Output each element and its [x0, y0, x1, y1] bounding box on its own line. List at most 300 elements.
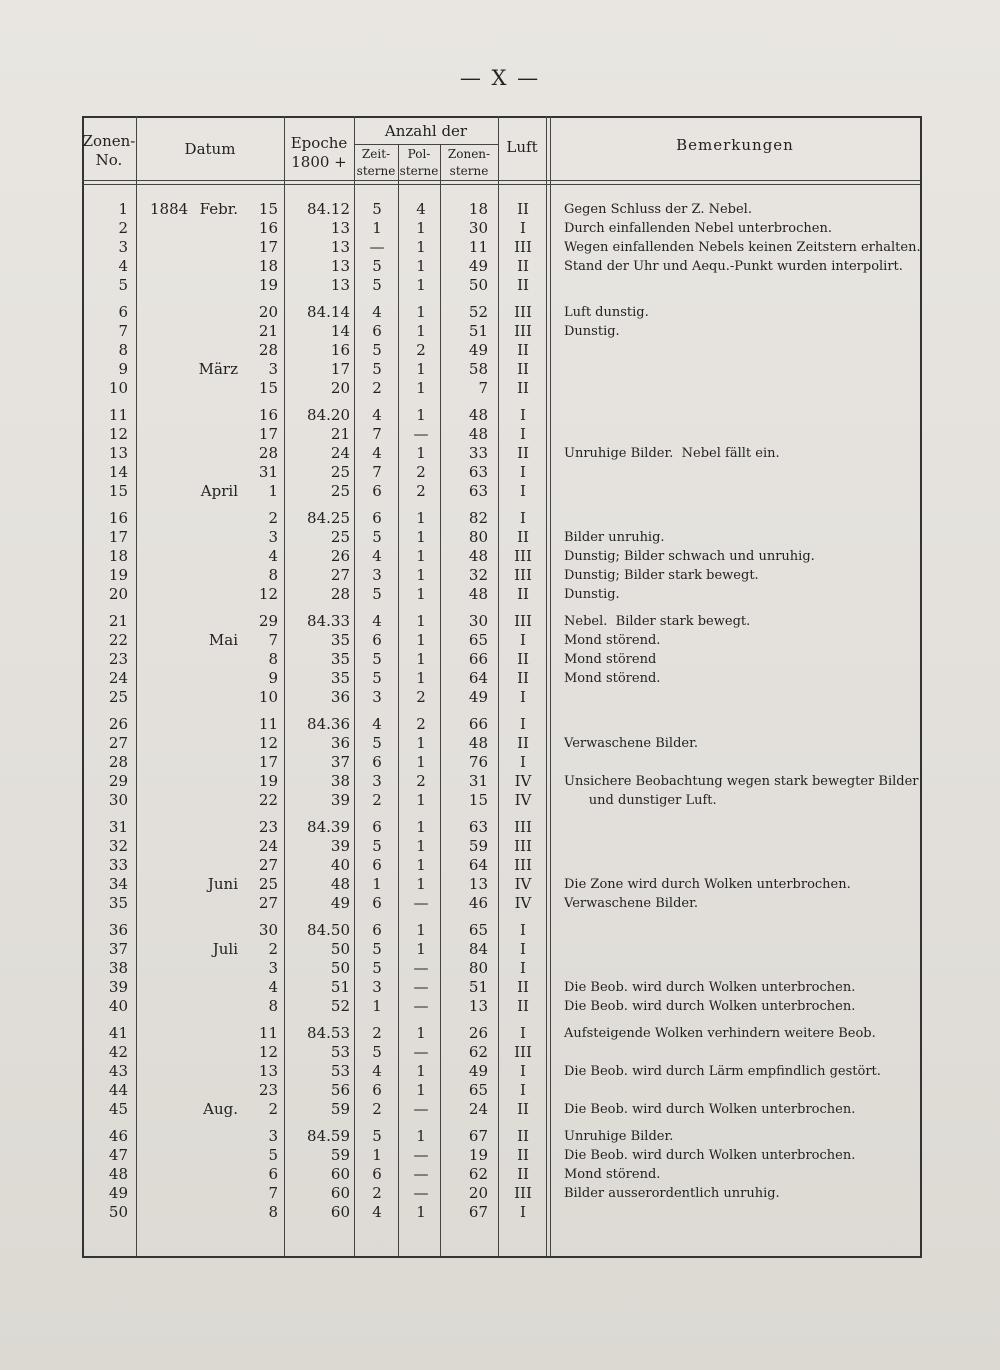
zeitsterne-count: 7 [372, 463, 382, 481]
zonensterne-count: 13 [468, 875, 488, 893]
zeitsterne-count: 5 [372, 837, 382, 855]
luft-grade: I [520, 463, 526, 481]
table-row [82, 856, 920, 875]
luft-grade: I [520, 631, 526, 649]
zeitsterne-count: 4 [372, 406, 382, 424]
zone-number: 2 [118, 219, 128, 237]
zone-number: 18 [108, 547, 128, 565]
zonensterne-count: 63 [468, 482, 488, 500]
zeitsterne-count: 2 [372, 1184, 382, 1202]
zeitsterne-count: 5 [372, 669, 382, 687]
header-datum: Datum [184, 140, 236, 158]
epoch: 21 [330, 425, 350, 443]
polsterne-count: 1 [416, 276, 426, 294]
luft-grade: II [517, 734, 529, 752]
remark: Die Beob. wird durch Wolken unterbrochen. [564, 999, 856, 1014]
epoch: 53 [330, 1062, 350, 1080]
table-row [82, 1165, 920, 1184]
luft-grade: I [520, 959, 526, 977]
polsterne-count: 2 [416, 772, 426, 790]
zone-number: 47 [108, 1146, 128, 1164]
table-row [82, 585, 920, 604]
day: 13 [258, 1062, 278, 1080]
table-row [82, 1127, 920, 1146]
luft-grade: IV [514, 772, 532, 790]
luft-grade: I [520, 1024, 526, 1042]
table-row [82, 669, 920, 688]
zone-number: 39 [108, 978, 128, 996]
zone-number: 31 [108, 818, 128, 836]
luft-grade: II [517, 997, 529, 1015]
polsterne-count: 2 [416, 482, 426, 500]
zonensterne-count: 11 [468, 238, 488, 256]
zeitsterne-count: 5 [372, 734, 382, 752]
table-row [82, 509, 920, 528]
zone-number: 30 [108, 791, 128, 809]
zeitsterne-count: 5 [372, 257, 382, 275]
zone-number: 22 [108, 631, 128, 649]
table-row [82, 978, 920, 997]
epoch: 50 [330, 959, 350, 977]
zone-number: 36 [108, 921, 128, 939]
zeitsterne-count: 5 [372, 276, 382, 294]
epoch: 35 [330, 631, 350, 649]
epoch: 16 [330, 341, 350, 359]
day: 3 [268, 528, 278, 546]
zonensterne-count: 13 [468, 997, 488, 1015]
day: 6 [268, 1165, 278, 1183]
table-row [82, 528, 920, 547]
epoch: 17 [330, 360, 350, 378]
polsterne-count: 1 [416, 406, 426, 424]
zone-number: 19 [108, 566, 128, 584]
day: 25 [258, 875, 278, 893]
zonensterne-count: 24 [468, 1100, 488, 1118]
zone-number: 45 [108, 1100, 128, 1118]
epoch: 50 [330, 940, 350, 958]
day: 17 [258, 753, 278, 771]
table-row [82, 444, 920, 463]
zonensterne-count: 48 [468, 585, 488, 603]
polsterne-count: — [413, 425, 429, 443]
remark: Dunstig. [564, 324, 620, 339]
zone-number: 33 [108, 856, 128, 874]
remark: Dunstig. [564, 587, 620, 602]
polsterne-count: 1 [416, 921, 426, 939]
zone-number: 12 [108, 425, 128, 443]
zeitsterne-count: 5 [372, 341, 382, 359]
luft-grade: II [517, 1165, 529, 1183]
remark: Nebel. Bilder stark bewegt. [564, 614, 751, 629]
polsterne-count: 1 [416, 1062, 426, 1080]
epoch: 13 [330, 238, 350, 256]
epoch: 40 [330, 856, 350, 874]
table-row [82, 566, 920, 585]
polsterne-count: 1 [416, 528, 426, 546]
day: 2 [268, 1100, 278, 1118]
zonensterne-count: 67 [468, 1127, 488, 1145]
luft-grade: III [514, 1184, 532, 1202]
zeitsterne-count: — [369, 238, 385, 256]
luft-grade: III [514, 837, 532, 855]
table-row [82, 875, 920, 894]
zeitsterne-count: 6 [372, 818, 382, 836]
zonensterne-count: 15 [468, 791, 488, 809]
polsterne-count: — [413, 959, 429, 977]
polsterne-count: 1 [416, 791, 426, 809]
luft-grade: I [520, 1062, 526, 1080]
zone-number: 21 [108, 612, 128, 630]
zone-number: 14 [108, 463, 128, 481]
zone-number: 29 [108, 772, 128, 790]
day: 24 [258, 837, 278, 855]
luft-grade: II [517, 669, 529, 687]
polsterne-count: 2 [416, 463, 426, 481]
zonensterne-count: 65 [468, 631, 488, 649]
zeitsterne-count: 6 [372, 894, 382, 912]
zeitsterne-count: 5 [372, 200, 382, 218]
zone-number: 25 [108, 688, 128, 706]
zeitsterne-count: 4 [372, 612, 382, 630]
remark: Unruhige Bilder. [564, 1129, 674, 1144]
zone-table [82, 116, 920, 1256]
zeitsterne-count: 5 [372, 585, 382, 603]
zonensterne-count: 62 [468, 1165, 488, 1183]
polsterne-count: 1 [416, 585, 426, 603]
table-row [82, 1062, 920, 1081]
epoch: 39 [330, 791, 350, 809]
table-row [82, 818, 920, 837]
table-row [82, 940, 920, 959]
month: Juni [207, 875, 238, 893]
remark: Luft dunstig. [564, 305, 649, 320]
zone-number: 46 [108, 1127, 128, 1145]
zeitsterne-count: 4 [372, 303, 382, 321]
zeitsterne-count: 2 [372, 791, 382, 809]
zonensterne-count: 63 [468, 463, 488, 481]
epoch: 60 [330, 1184, 350, 1202]
epoch: 49 [330, 894, 350, 912]
day: 15 [258, 200, 278, 218]
table-row [82, 715, 920, 734]
day: 9 [268, 669, 278, 687]
day: 29 [258, 612, 278, 630]
zone-number: 5 [118, 276, 128, 294]
epoch: 84.25 [307, 509, 350, 527]
table-row [82, 753, 920, 772]
zone-number: 13 [108, 444, 128, 462]
epoch: 60 [330, 1203, 350, 1221]
epoch: 84.12 [307, 200, 350, 218]
epoch: 52 [330, 997, 350, 1015]
luft-grade: III [514, 612, 532, 630]
day: 19 [258, 276, 278, 294]
polsterne-count: 2 [416, 688, 426, 706]
day: 18 [258, 257, 278, 275]
zeitsterne-count: 6 [372, 1081, 382, 1099]
table-row [82, 482, 920, 501]
remark: Bilder unruhig. [564, 530, 665, 545]
remark: Die Beob. wird durch Wolken unterbrochen. [564, 1148, 856, 1163]
zeitsterne-count: 5 [372, 1043, 382, 1061]
day: 27 [258, 894, 278, 912]
day: 30 [258, 921, 278, 939]
table-row [82, 1100, 920, 1119]
month: Aug. [203, 1100, 238, 1118]
month: Mai [208, 631, 238, 649]
day: 12 [258, 585, 278, 603]
zone-number: 37 [108, 940, 128, 958]
polsterne-count: 1 [416, 257, 426, 275]
zone-number: 48 [108, 1165, 128, 1183]
zeitsterne-count: 5 [372, 650, 382, 668]
remark: Die Zone wird durch Wolken unterbrochen. [564, 877, 851, 892]
day: 12 [258, 1043, 278, 1061]
luft-grade: III [514, 322, 532, 340]
day: 2 [268, 509, 278, 527]
polsterne-count: 1 [416, 566, 426, 584]
zonensterne-count: 63 [468, 818, 488, 836]
zonensterne-count: 66 [468, 715, 488, 733]
remark: und dunstiger Luft. [564, 793, 717, 808]
day: 5 [268, 1146, 278, 1164]
zeitsterne-count: 4 [372, 444, 382, 462]
remark: Die Beob. wird durch Lärm empfindlich gestört. [564, 1064, 881, 1079]
zeitsterne-count: 3 [372, 772, 382, 790]
day: 3 [268, 959, 278, 977]
epoch: 84.20 [307, 406, 350, 424]
zone-number: 17 [108, 528, 128, 546]
header-zeitsterne: Zeit- sterne [356, 147, 396, 178]
zonensterne-count: 49 [468, 257, 488, 275]
remark: Unruhige Bilder. Nebel fällt ein. [564, 446, 780, 461]
luft-grade: I [520, 1081, 526, 1099]
zone-number: 38 [108, 959, 128, 977]
luft-grade: III [514, 818, 532, 836]
zeitsterne-count: 7 [372, 425, 382, 443]
epoch: 24 [330, 444, 350, 462]
zone-number: 40 [108, 997, 128, 1015]
day: 11 [258, 715, 278, 733]
table-row [82, 219, 920, 238]
zone-number: 4 [118, 257, 128, 275]
table-row [82, 200, 920, 219]
polsterne-count: 1 [416, 547, 426, 565]
day: 2 [268, 940, 278, 958]
zeitsterne-count: 5 [372, 959, 382, 977]
polsterne-count: 1 [416, 669, 426, 687]
epoch: 59 [330, 1100, 350, 1118]
epoch: 13 [330, 276, 350, 294]
luft-grade: I [520, 688, 526, 706]
zone-number: 11 [108, 406, 128, 424]
luft-grade: I [520, 406, 526, 424]
polsterne-count: 1 [416, 837, 426, 855]
remark: Bilder ausserordentlich unruhig. [564, 1186, 780, 1201]
table-row [82, 921, 920, 940]
remark: Mond störend. [564, 1167, 661, 1182]
day: 17 [258, 425, 278, 443]
polsterne-count: 1 [416, 1024, 426, 1042]
zonensterne-count: 48 [468, 406, 488, 424]
zonensterne-count: 52 [468, 303, 488, 321]
zone-number: 20 [108, 585, 128, 603]
polsterne-count: 1 [416, 753, 426, 771]
table-row [82, 650, 920, 669]
table-row [82, 1024, 920, 1043]
zeitsterne-count: 1 [372, 997, 382, 1015]
zonensterne-count: 33 [468, 444, 488, 462]
epoch: 84.59 [307, 1127, 350, 1145]
table-row [82, 1203, 920, 1222]
zonensterne-count: 49 [468, 1062, 488, 1080]
zeitsterne-count: 6 [372, 482, 382, 500]
zone-number: 10 [108, 379, 128, 397]
zonensterne-count: 48 [468, 734, 488, 752]
polsterne-count: 1 [416, 1203, 426, 1221]
zeitsterne-count: 3 [372, 978, 382, 996]
epoch: 27 [330, 566, 350, 584]
zonensterne-count: 49 [468, 341, 488, 359]
month: April [200, 482, 238, 500]
luft-grade: I [520, 921, 526, 939]
zonensterne-count: 65 [468, 921, 488, 939]
header-polsterne: Pol- sterne [399, 147, 439, 178]
zone-number: 41 [108, 1024, 128, 1042]
zonensterne-count: 46 [468, 894, 488, 912]
zonensterne-count: 30 [468, 612, 488, 630]
luft-grade: I [520, 753, 526, 771]
zeitsterne-count: 5 [372, 528, 382, 546]
polsterne-count: 1 [416, 303, 426, 321]
day: 22 [258, 791, 278, 809]
zone-number: 26 [108, 715, 128, 733]
day: 8 [268, 650, 278, 668]
luft-grade: II [517, 200, 529, 218]
polsterne-count: 1 [416, 322, 426, 340]
zone-number: 9 [118, 360, 128, 378]
zonensterne-count: 31 [468, 772, 488, 790]
zeitsterne-count: 3 [372, 566, 382, 584]
zeitsterne-count: 2 [372, 1100, 382, 1118]
polsterne-count: — [413, 997, 429, 1015]
table-row [82, 791, 920, 810]
day: 20 [258, 303, 278, 321]
zeitsterne-count: 5 [372, 1127, 382, 1145]
day: 16 [258, 406, 278, 424]
zonensterne-count: 30 [468, 219, 488, 237]
polsterne-count: — [413, 978, 429, 996]
luft-grade: I [520, 509, 526, 527]
header-anzahl: Anzahl der [384, 122, 468, 140]
polsterne-count: 1 [416, 444, 426, 462]
epoch: 25 [330, 482, 350, 500]
polsterne-count: 2 [416, 715, 426, 733]
epoch: 60 [330, 1165, 350, 1183]
remark: Mond störend. [564, 633, 661, 648]
luft-grade: I [520, 940, 526, 958]
day: 28 [258, 444, 278, 462]
zeitsterne-count: 2 [372, 379, 382, 397]
table-row [82, 612, 920, 631]
epoch: 56 [330, 1081, 350, 1099]
zone-number: 8 [118, 341, 128, 359]
polsterne-count: 1 [416, 379, 426, 397]
day: 31 [258, 463, 278, 481]
zone-number: 34 [108, 875, 128, 893]
luft-grade: II [517, 978, 529, 996]
zonensterne-count: 84 [468, 940, 488, 958]
day: 11 [258, 1024, 278, 1042]
day: 16 [258, 219, 278, 237]
header-luft: Luft [506, 138, 538, 156]
epoch: 84.36 [307, 715, 350, 733]
remark: Gegen Schluss der Z. Nebel. [564, 202, 752, 217]
zonensterne-count: 80 [468, 959, 488, 977]
zeitsterne-count: 4 [372, 1203, 382, 1221]
luft-grade: II [517, 257, 529, 275]
day: 12 [258, 734, 278, 752]
luft-grade: IV [514, 875, 532, 893]
zone-number: 3 [118, 238, 128, 256]
epoch: 14 [330, 322, 350, 340]
luft-grade: III [514, 1043, 532, 1061]
epoch: 25 [330, 528, 350, 546]
remark: Wegen einfallenden Nebels keinen Zeitstern erhalten. [564, 240, 921, 255]
zonensterne-count: 80 [468, 528, 488, 546]
zone-number: 15 [108, 482, 128, 500]
table-row [82, 734, 920, 753]
luft-grade: I [520, 425, 526, 443]
zonensterne-count: 26 [468, 1024, 488, 1042]
epoch: 84.14 [307, 303, 350, 321]
zonensterne-count: 58 [468, 360, 488, 378]
polsterne-count: 1 [416, 875, 426, 893]
day: 28 [258, 341, 278, 359]
luft-grade: II [517, 379, 529, 397]
zone-number: 42 [108, 1043, 128, 1061]
remark: Die Beob. wird durch Wolken unterbrochen. [564, 980, 856, 995]
epoch: 35 [330, 650, 350, 668]
polsterne-count: 1 [416, 650, 426, 668]
day: 1 [268, 482, 278, 500]
zeitsterne-count: 6 [372, 856, 382, 874]
month: Febr. [199, 200, 238, 218]
zeitsterne-count: 4 [372, 715, 382, 733]
zeitsterne-count: 4 [372, 547, 382, 565]
zeitsterne-count: 6 [372, 1165, 382, 1183]
day: 23 [258, 1081, 278, 1099]
luft-grade: II [517, 585, 529, 603]
day: 8 [268, 1203, 278, 1221]
polsterne-count: 1 [416, 612, 426, 630]
zonensterne-count: 82 [468, 509, 488, 527]
table-row [82, 276, 920, 295]
luft-grade: I [520, 482, 526, 500]
table-row [82, 772, 920, 791]
zonensterne-count: 76 [468, 753, 488, 771]
polsterne-count: 1 [416, 818, 426, 836]
remark: Mond störend [564, 652, 657, 667]
remark: Verwaschene Bilder. [564, 736, 698, 751]
zeitsterne-count: 2 [372, 1024, 382, 1042]
zonensterne-count: 51 [468, 322, 488, 340]
day: 17 [258, 238, 278, 256]
zonensterne-count: 48 [468, 547, 488, 565]
header-zonensterne: Zonen- sterne [447, 147, 491, 178]
polsterne-count: 1 [416, 856, 426, 874]
zeitsterne-count: 6 [372, 753, 382, 771]
